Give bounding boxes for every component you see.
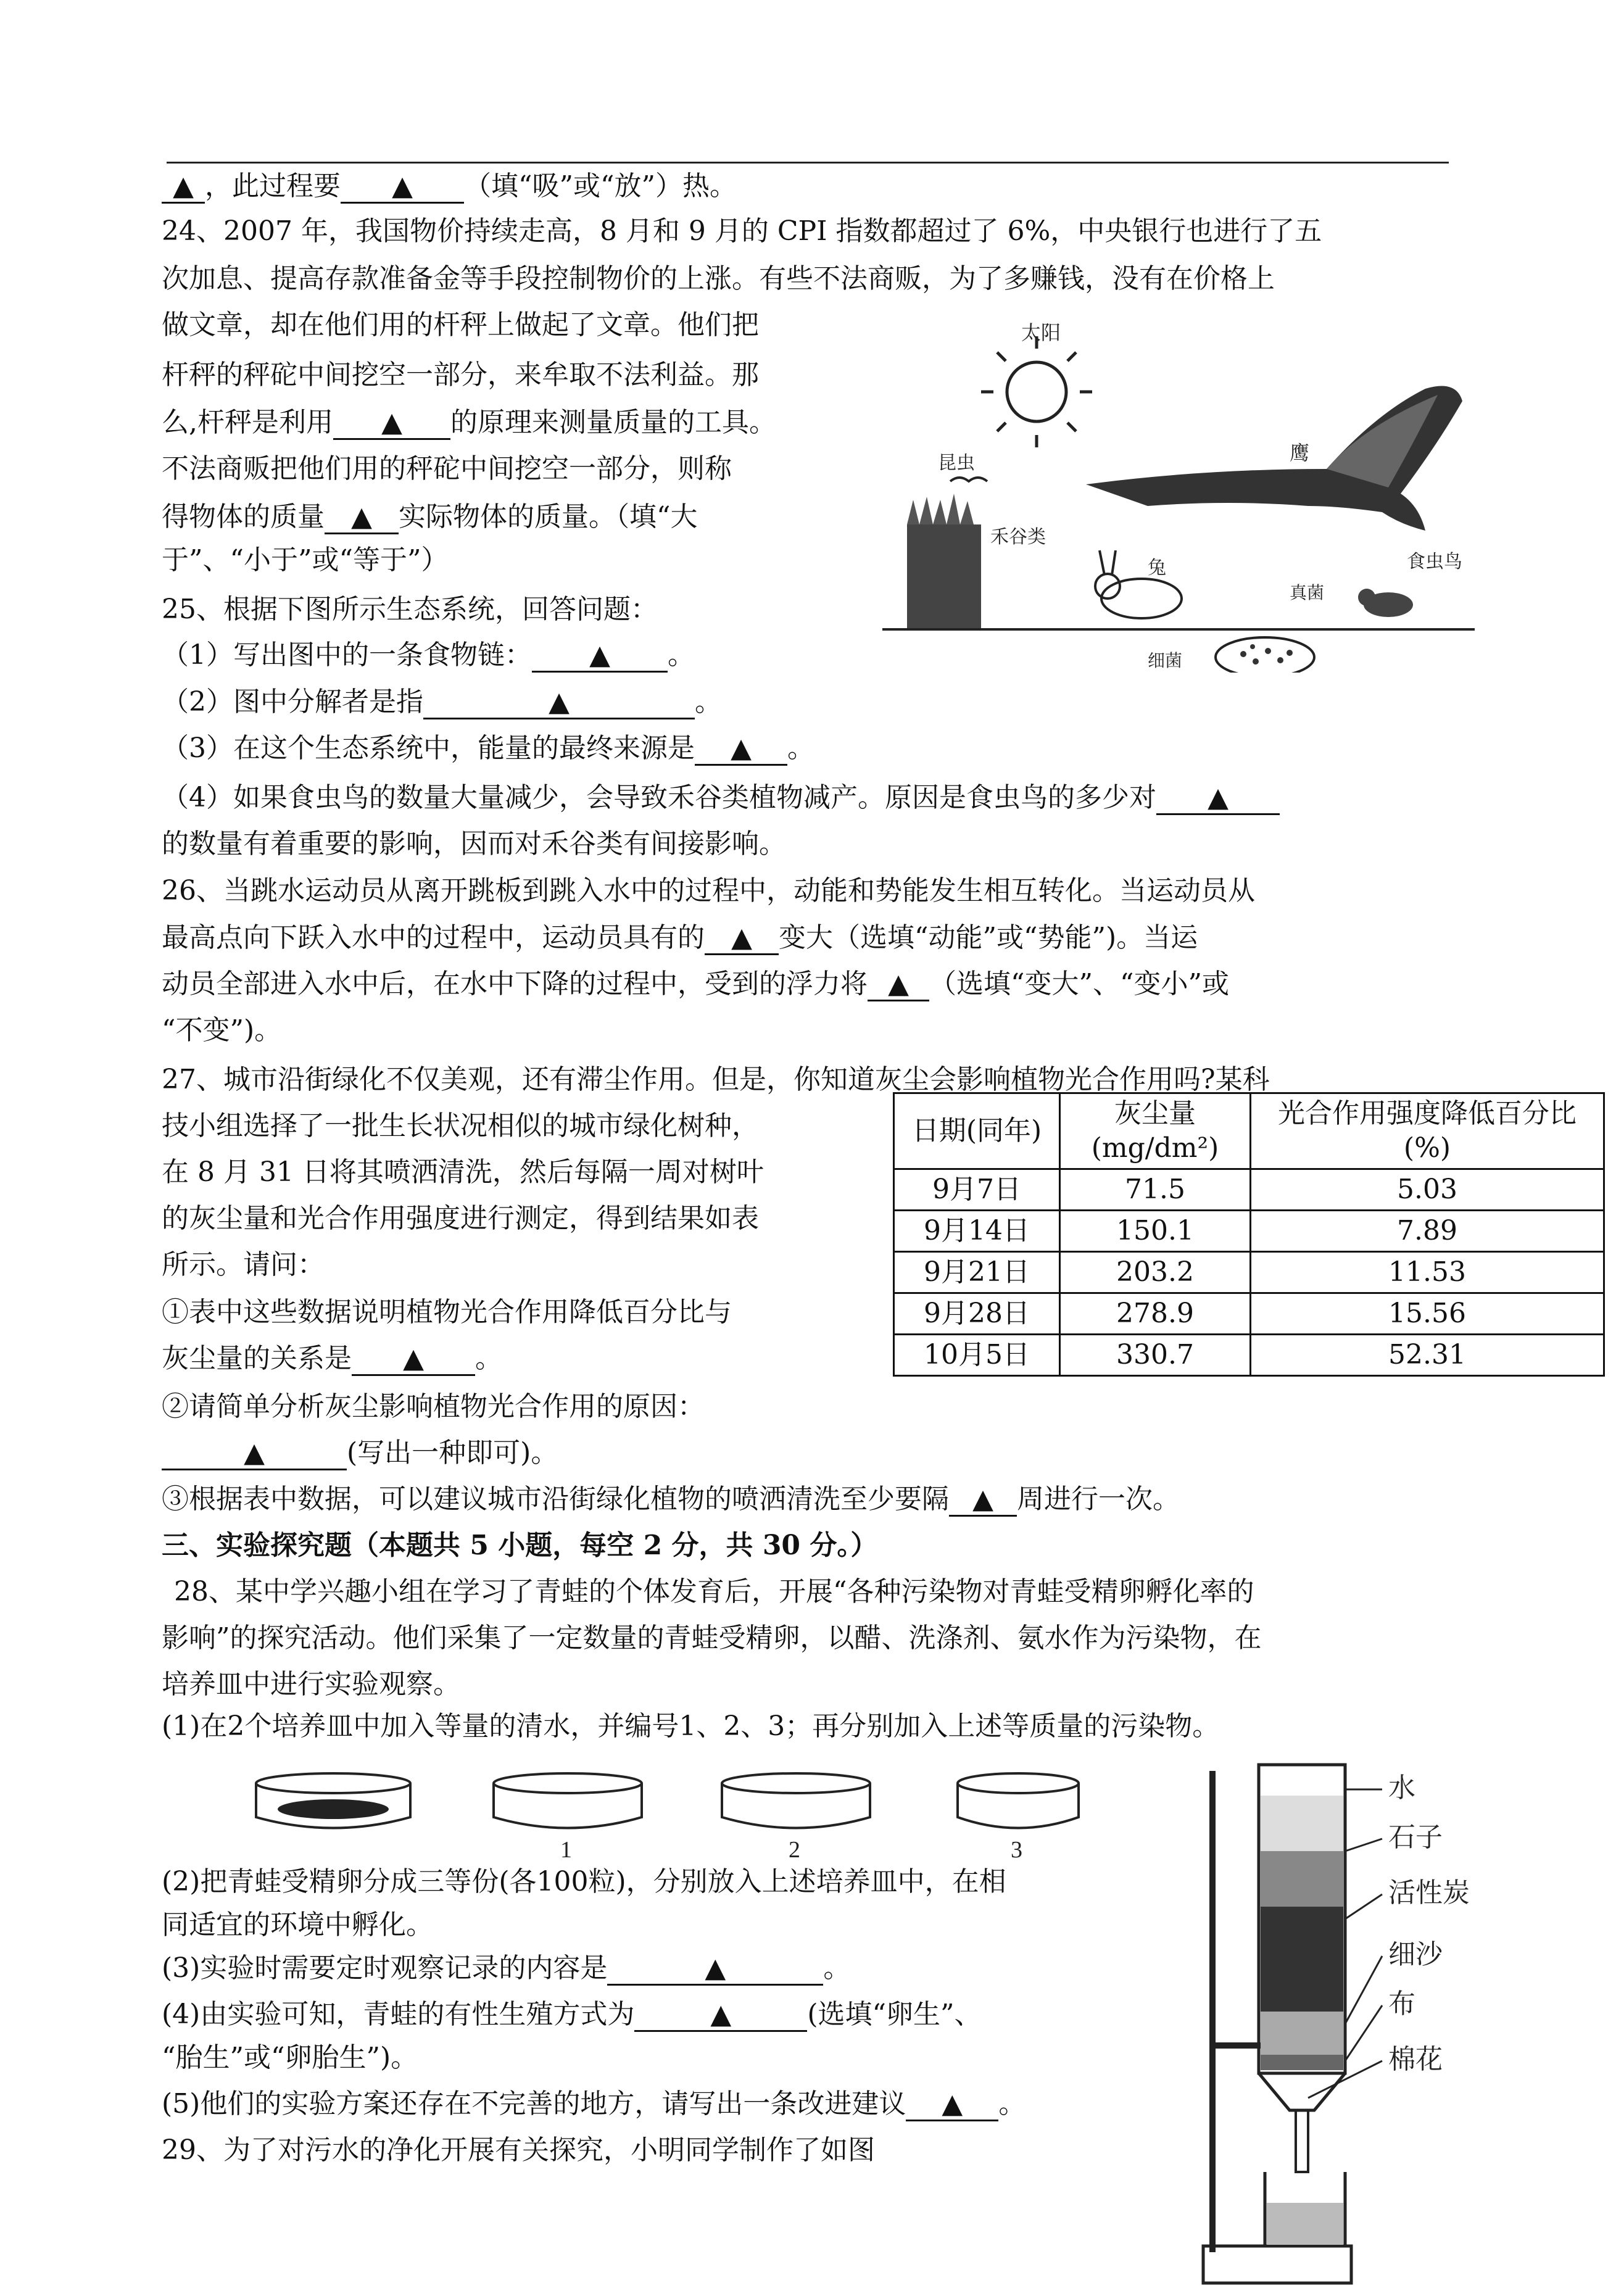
q28-line: 28、某中学兴趣小组在学习了青蛙的个体发育后，开展“各种污染物对青蛙受精卵孵化率的 (174, 1576, 1254, 1607)
rabbit-icon (1095, 550, 1182, 618)
water-filter-apparatus (1166, 1752, 1512, 2295)
q26-line: 26、当跳水运动员从离开跳板到跳入水中的过程中，动能和势能发生相互转化。当运动员从 (162, 875, 1255, 906)
q26-line: 最高点向下跃入水中的过程中，运动员具有的 ▲ 变大（选填“动能”或“势能”)。当运 (162, 919, 1198, 956)
q28-line: (5)他们的实验方案还存在不完善的地方，请写出一条改进建议 ▲ 。 (162, 2086, 1026, 2123)
carryover-line: ▲ ，此过程要 ▲ （填“吸”或“放”）热。 (162, 168, 737, 205)
q27-line: 的灰尘量和光合作用强度进行测定，得到结果如表 (162, 1203, 759, 1234)
q25-line: 25、根据下图所示生态系统，回答问题： (162, 594, 658, 625)
q24-line: 杆秤的秤砣中间挖空一部分，来牟取不法利益。那 (162, 359, 759, 391)
dish-number: 3 (1011, 1837, 1022, 1863)
q27-line: ②请简单分析灰尘影响植物光合作用的原因： (162, 1391, 705, 1422)
petri-dish-icon (958, 1773, 1079, 1828)
petri-dishes-figure (253, 1771, 1080, 1863)
petri-dish-icon (722, 1773, 870, 1828)
q27-line: 技小组选择了一批生长状况相似的城市绿化树种， (162, 1110, 759, 1142)
q27-line: 在 8 月 31 日将其喷洒清洗，然后每隔一周对树叶 (162, 1156, 764, 1188)
q25-line: （1）写出图中的一条食物链： ▲ 。 (162, 637, 695, 674)
q27-line: ▲ (写出一种即可)。 (162, 1435, 558, 1472)
table-header: 灰尘量 (mg/dm²) (1060, 1093, 1251, 1169)
q28-line: (3)实验时需要定时观察记录的内容是 ▲ 。 (162, 1950, 850, 1987)
answer-blank[interactable]: ▲ (695, 733, 787, 766)
sun-label: 太阳 (1021, 321, 1061, 344)
table-row: 9月28日 278.9 15.56 (894, 1293, 1604, 1335)
eagle-label: 鹰 (1290, 442, 1310, 464)
q26-line: 动员全部进入水中后，在水中下降的过程中，受到的浮力将 ▲ （选填“变大”、“变小”或 (162, 966, 1229, 1003)
q27-line: 27、城市沿街绿化不仅美观，还有滞尘作用。但是，你知道灰尘会影响植物光合作用吗?某科 (162, 1064, 1270, 1095)
q24-line: 次加息、提高存款准备金等手段控制物价的上涨。有些不法商贩，为了多赚钱，没有在价格上 (162, 263, 1275, 294)
q28-line: 培养皿中进行实验观察。 (162, 1668, 460, 1700)
stand-rod (1209, 1771, 1216, 2252)
header-rule (167, 162, 1449, 164)
dish-number: 2 (789, 1837, 800, 1863)
filter-label: 布 (1388, 1989, 1415, 2019)
answer-blank[interactable]: ▲ (607, 1953, 823, 1986)
dust-data-table (893, 1092, 1605, 1377)
bacteria-dish-icon (1216, 637, 1314, 673)
bacteria-label: 细菌 (1148, 651, 1183, 670)
q28-line: 影响”的探究活动。他们采集了一定数量的青蛙受精卵，以醋、洗涤剂、氨水作为污染物，在 (162, 1622, 1262, 1654)
table-row: 9月7日 71.5 5.03 (894, 1169, 1604, 1211)
q28-line: (2)把青蛙受精卵分成三等份(各100粒)，分别放入上述培养皿中，在相 (162, 1866, 1006, 1897)
answer-blank[interactable]: ▲ (868, 969, 929, 1001)
bird-label: 食虫鸟 (1407, 552, 1462, 572)
fungi-label: 真菌 (1290, 583, 1325, 602)
answer-blank[interactable]: ▲ (532, 640, 668, 673)
q24-line: 么,杆秤是利用 ▲ 的原理来测量质量的工具。 (162, 404, 776, 441)
answer-blank[interactable]: ▲ (333, 407, 450, 440)
q25-line: （3）在这个生态系统中，能量的最终来源是 ▲ 。 (162, 730, 814, 767)
table-row: 9月14日 150.1 7.89 (894, 1211, 1604, 1252)
answer-blank[interactable]: ▲ (1156, 782, 1280, 815)
answer-blank[interactable]: ▲ (949, 1484, 1017, 1517)
answer-blank[interactable]: ▲ (162, 171, 205, 204)
q24-line: 不法商贩把他们用的秤砣中间挖空一部分，则称 (162, 453, 732, 484)
answer-blank[interactable]: ▲ (341, 171, 464, 204)
q28-line: (1)在2个培养皿中加入等量的清水，并编号1、2、3；再分别加入上述等质量的污染物。 (162, 1710, 1220, 1742)
table-header: 光合作用强度降低百分比 (%) (1251, 1093, 1604, 1169)
stand-base (1203, 2246, 1351, 2283)
q29-line: 29、为了对污水的净化开展有关探究，小明同学制作了如图 (162, 2134, 875, 2166)
eagle-icon (1086, 386, 1462, 531)
q24-line: 于”、“小于”或“等于”） (162, 544, 449, 576)
petri-dish-icon (494, 1773, 642, 1828)
q28-line: 同适宜的环境中孵化。 (162, 1909, 433, 1941)
grain-plant-icon (907, 494, 981, 629)
filter-label: 活性炭 (1388, 1878, 1470, 1908)
sun-icon (981, 336, 1092, 447)
filter-label: 石子 (1388, 1822, 1443, 1852)
filter-label: 棉花 (1388, 2044, 1443, 2074)
beaker-icon (1265, 2172, 1345, 2246)
q27-line: 灰尘量的关系是 ▲ 。 (162, 1340, 502, 1377)
section-heading: 三、实验探究题（本题共 5 小题，每空 2 分，共 30 分。） (162, 1530, 878, 1561)
q24-line: 24、2007 年，我国物价持续走高，8 月和 9 月的 CPI 指数都超过了 6%，中央银行也进行了五 (162, 215, 1322, 247)
bird-icon (1358, 589, 1413, 617)
answer-blank[interactable]: ▲ (162, 1438, 347, 1470)
filter-label: 水 (1388, 1773, 1415, 1803)
insect-icon (950, 478, 987, 481)
table-header: 日期(同年) (894, 1093, 1060, 1169)
q27-line: ③根据表中数据，可以建议城市沿街绿化植物的喷洒清洗至少要隔 ▲ 周进行一次。 (162, 1481, 1180, 1518)
q25-line: （2）图中分解者是指 ▲ 。 (162, 684, 722, 721)
q28-line: (4)由实验可知，青蛙的有性生殖方式为 ▲ (选填“卵生”、 (162, 1996, 981, 2033)
q25-line: （4）如果食虫鸟的数量大量减少，会导致禾谷类植物减产。原因是食虫鸟的多少对 ▲ (162, 779, 1280, 816)
insect-label: 昆虫 (938, 453, 975, 473)
grain-label: 禾谷类 (990, 527, 1046, 547)
table-row: 9月21日 203.2 11.53 (894, 1252, 1604, 1293)
q28-line: “胎生”或“卵胎生”)。 (162, 2042, 418, 2073)
q24-line: 得物体的质量 ▲ 实际物体的质量。（填“大 (162, 499, 698, 536)
table-row: 10月5日 330.7 52.31 (894, 1335, 1604, 1376)
filter-column (1259, 1765, 1345, 2172)
q26-line: “不变”)。 (162, 1014, 282, 1046)
answer-blank[interactable]: ▲ (906, 2089, 998, 2121)
q27-line: 所示。请问： (162, 1249, 325, 1280)
q24-line: 做文章，却在他们用的杆秤上做起了文章。他们把 (162, 309, 759, 341)
table-header-row (894, 1093, 1604, 1169)
q25-line: 的数量有着重要的影响，因而对禾谷类有间接影响。 (162, 828, 786, 860)
rabbit-label: 兔 (1148, 558, 1166, 578)
petri-dish-icon (256, 1773, 410, 1828)
answer-blank[interactable]: ▲ (705, 922, 779, 955)
filter-label: 细沙 (1388, 1939, 1443, 1970)
answer-blank[interactable]: ▲ (325, 502, 399, 534)
q27-line: ①表中这些数据说明植物光合作用降低百分比与 (162, 1296, 732, 1328)
answer-blank[interactable]: ▲ (634, 1999, 807, 2032)
answer-blank[interactable]: ▲ (423, 687, 695, 719)
dish-number: 1 (560, 1837, 572, 1863)
answer-blank[interactable]: ▲ (352, 1343, 475, 1376)
ecosystem-diagram (882, 321, 1475, 673)
